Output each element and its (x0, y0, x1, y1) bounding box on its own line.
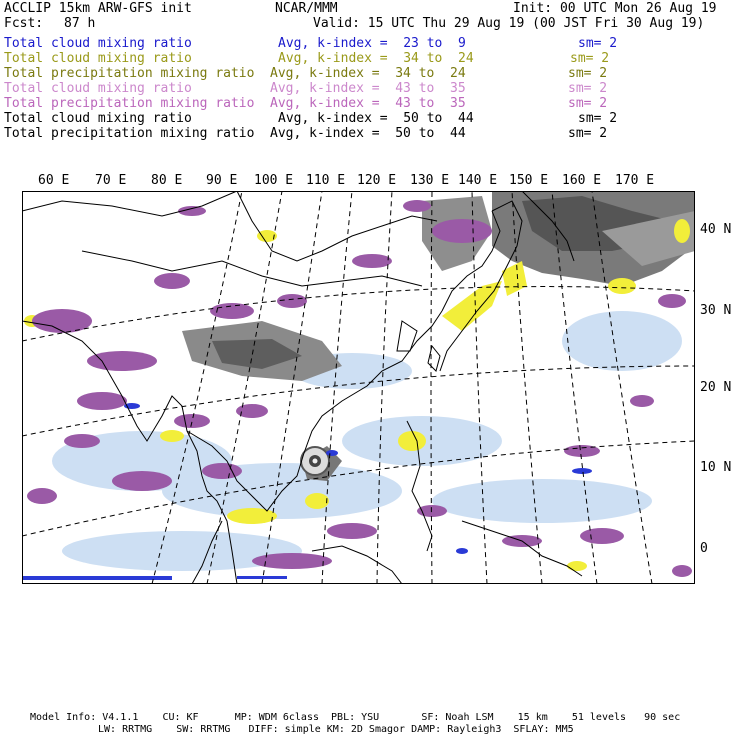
longitude-label: 90 E (206, 173, 238, 188)
legend-smoothing: sm= 2 (578, 36, 618, 51)
legend-smoothing: sm= 2 (568, 96, 608, 111)
legend-index-range: Avg, k-index = 34 to 24 (278, 51, 474, 66)
latitude-label: 30 N (700, 303, 732, 318)
legend-index-range: Avg, k-index = 50 to 44 (278, 111, 474, 126)
model-title: ACCLIP 15km ARW-GFS init (4, 1, 192, 16)
longitude-label: 130 E (410, 173, 450, 188)
legend-index-range: Avg, k-index = 50 to 44 (270, 126, 466, 141)
longitude-label: 120 E (357, 173, 397, 188)
init-time: Init: 00 UTC Mon 26 Aug 19 (513, 1, 717, 16)
valid-time: Valid: 15 UTC Thu 29 Aug 19 (00 JST Fri 30 Aug 19) (313, 16, 705, 31)
legend-smoothing: sm= 2 (568, 66, 608, 81)
forecast-map (22, 191, 695, 584)
longitude-label: 60 E (38, 173, 70, 188)
forecast-label: Fcst: (4, 16, 44, 31)
latitude-label: 20 N (700, 380, 732, 395)
legend-series-name: Total precipitation mixing ratio (4, 96, 255, 111)
longitude-label: 80 E (151, 173, 183, 188)
latitude-label: 10 N (700, 460, 732, 475)
longitude-label: 70 E (95, 173, 127, 188)
legend-smoothing: sm= 2 (578, 111, 618, 126)
legend-series-name: Total cloud mixing ratio (4, 81, 192, 96)
latitude-label: 0 (700, 541, 708, 556)
legend-smoothing: sm= 2 (568, 81, 608, 96)
longitude-label: 140 E (458, 173, 498, 188)
legend-index-range: Avg, k-index = 43 to 35 (270, 96, 466, 111)
legend-series-name: Total cloud mixing ratio (4, 51, 192, 66)
legend-index-range: Avg, k-index = 23 to 9 (278, 36, 466, 51)
org-label: NCAR/MMM (275, 1, 338, 16)
longitude-label: 110 E (306, 173, 346, 188)
legend-series-name: Total cloud mixing ratio (4, 111, 192, 126)
model-info-line1: Model Info: V4.1.1 CU: KF MP: WDM 6class PBL: YSU SF: Noah LSM 15 km 51 levels 90 sec (30, 712, 681, 723)
longitude-label: 150 E (509, 173, 549, 188)
legend-series-name: Total precipitation mixing ratio (4, 66, 255, 81)
legend-smoothing: sm= 2 (570, 51, 610, 66)
legend-smoothing: sm= 2 (568, 126, 608, 141)
forecast-hours: 87 h (64, 16, 96, 31)
typhoon-swirl (301, 447, 329, 475)
legend-index-range: Avg, k-index = 34 to 24 (270, 66, 466, 81)
legend-index-range: Avg, k-index = 43 to 35 (270, 81, 466, 96)
model-info-line2: LW: RRTMG SW: RRTMG DIFF: simple KM: 2D Smagor DAMP: Rayleigh3 SFLAY: MM5 (98, 724, 574, 735)
longitude-label: 100 E (254, 173, 294, 188)
legend-series-name: Total precipitation mixing ratio (4, 126, 255, 141)
latitude-label: 40 N (700, 222, 732, 237)
longitude-label: 160 E (562, 173, 602, 188)
longitude-label: 170 E (615, 173, 655, 188)
legend-series-name: Total cloud mixing ratio (4, 36, 192, 51)
